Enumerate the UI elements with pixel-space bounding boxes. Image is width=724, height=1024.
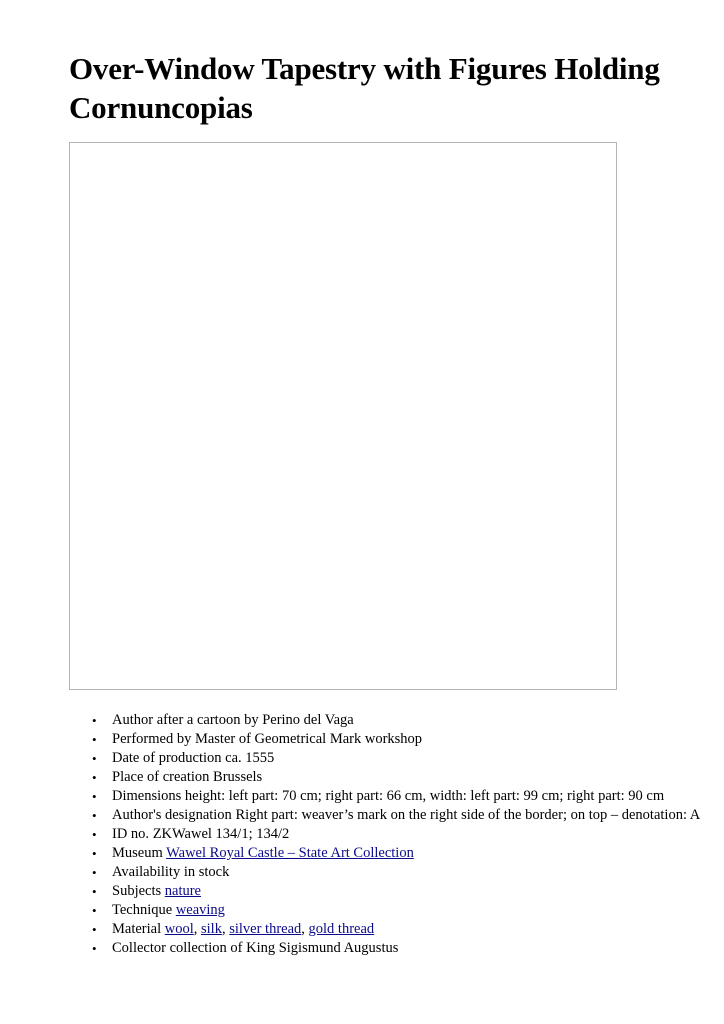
bullet-icon: •: [92, 827, 97, 842]
bullet-icon: •: [92, 865, 97, 880]
detail-label: Dimensions: [112, 788, 182, 804]
detail-museum: [69, 844, 709, 863]
bullet-icon: •: [92, 808, 97, 823]
detail-value: in stock: [183, 864, 230, 880]
detail-value: ZKWawel 134/1; 134/2: [152, 826, 290, 842]
detail-id-no: [69, 825, 709, 844]
detail-label: Museum: [112, 845, 163, 861]
detail-designation: [69, 806, 709, 825]
detail-date: [69, 749, 709, 768]
detail-place: [69, 768, 709, 787]
detail-value: Brussels: [213, 769, 263, 785]
detail-value: collection of King Sigismund Augustus: [169, 940, 399, 956]
detail-label: Availability: [112, 864, 181, 880]
detail-label: ID no.: [112, 826, 150, 842]
material-link-silk[interactable]: silk: [201, 921, 222, 937]
detail-technique: [69, 901, 709, 920]
detail-value: Right part: weaver’s mark on the right side of the border; on top – denotation: A: [235, 807, 701, 823]
page-title: Over-Window Tapestry with Figures Holding Cornuncopias: [69, 51, 660, 125]
material-link-wool[interactable]: wool: [164, 921, 194, 937]
detail-value: ca. 1555: [225, 750, 275, 766]
detail-label: Author's designation: [112, 807, 232, 823]
detail-label: Performed by: [112, 731, 192, 747]
museum-link[interactable]: Wawel Royal Castle – State Art Collection: [166, 845, 414, 861]
detail-label: Subjects: [112, 883, 162, 899]
detail-value: after a cartoon by Perino del Vaga: [156, 712, 354, 728]
detail-label: Collector: [112, 940, 166, 956]
detail-value: height: left part: 70 cm; right part: 66 cm, width: left part: 99 cm; right part: 90 cm: [184, 788, 665, 804]
bullet-icon: •: [92, 732, 97, 747]
bullet-icon: •: [92, 770, 97, 785]
detail-label: Material: [112, 921, 162, 937]
material-separator: ,: [301, 921, 309, 937]
details-list: [69, 711, 709, 958]
bullet-icon: •: [92, 884, 97, 899]
bullet-icon: •: [92, 903, 97, 918]
material-link-silver-thread[interactable]: silver thread: [229, 921, 302, 937]
material-separator: ,: [193, 921, 201, 937]
detail-collector: [69, 939, 709, 958]
detail-material: [69, 920, 709, 939]
material-separator: ,: [221, 921, 230, 937]
subject-link-nature[interactable]: nature: [164, 883, 201, 899]
detail-subjects: [69, 882, 709, 901]
bullet-icon: •: [92, 846, 97, 861]
detail-value: Master of Geometrical Mark workshop: [194, 731, 423, 747]
detail-label: Date of production: [112, 750, 222, 766]
bullet-icon: •: [92, 922, 97, 937]
material-link-gold-thread[interactable]: gold thread: [308, 921, 375, 937]
detail-dimensions: [69, 787, 709, 806]
technique-link-weaving[interactable]: weaving: [175, 902, 225, 918]
detail-label: Place of creation: [112, 769, 210, 785]
detail-author: [69, 711, 709, 730]
detail-availability: [69, 863, 709, 882]
bullet-icon: •: [92, 751, 97, 766]
bullet-icon: •: [92, 713, 97, 728]
bullet-icon: •: [92, 789, 97, 804]
bullet-icon: •: [92, 941, 97, 956]
detail-label: Technique: [112, 902, 173, 918]
detail-label: Author: [112, 712, 154, 728]
detail-performed-by: [69, 730, 709, 749]
artwork-image-placeholder: [69, 142, 617, 690]
